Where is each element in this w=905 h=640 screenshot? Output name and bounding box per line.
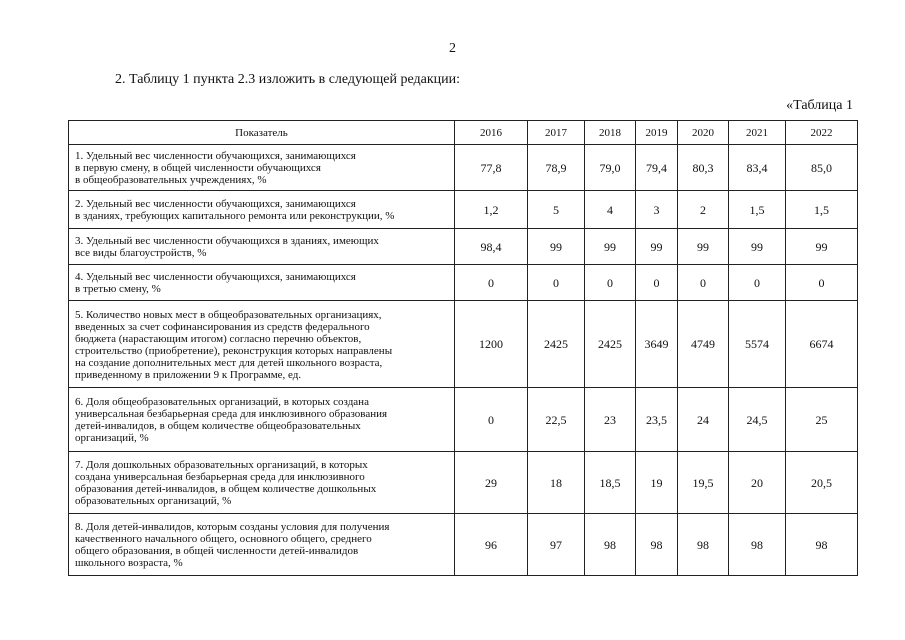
value-cell: 99 bbox=[678, 229, 729, 265]
value-cell: 24,5 bbox=[729, 388, 786, 452]
header-year: 2021 bbox=[729, 121, 786, 145]
indicator-line: общего образования, в общей численности детей-инвалидов bbox=[75, 545, 359, 557]
value-cell: 99 bbox=[786, 229, 858, 265]
indicator-line: в общеобразовательных учреждениях, % bbox=[75, 174, 267, 186]
indicator-line: организаций, % bbox=[75, 432, 149, 444]
header-year: 2019 bbox=[636, 121, 678, 145]
indicator-line: на создание дополнительных мест для детей школьного возраста, bbox=[75, 356, 383, 369]
value-cell: 3649 bbox=[636, 301, 678, 388]
value-cell: 99 bbox=[528, 229, 585, 265]
header-year: 2022 bbox=[786, 121, 858, 145]
value-cell: 18,5 bbox=[585, 452, 636, 514]
table-row bbox=[69, 265, 858, 301]
header-year: 2018 bbox=[585, 121, 636, 145]
indicator-line: школьного возраста, % bbox=[75, 557, 183, 569]
indicator-line: в зданиях, требующих капитального ремонта или реконструкции, % bbox=[75, 210, 395, 222]
indicator-line: 2. Удельный вес численности обучающихся, занимающихся bbox=[75, 198, 356, 210]
value-cell: 99 bbox=[636, 229, 678, 265]
value-cell: 77,8 bbox=[455, 145, 528, 191]
table-row bbox=[69, 388, 858, 452]
indicator-cell bbox=[69, 191, 455, 229]
indicator-cell bbox=[69, 145, 455, 191]
indicator-line: 1. Удельный вес численности обучающихся, занимающихся bbox=[75, 150, 356, 162]
header-year: 2016 bbox=[455, 121, 528, 145]
indicator-line: образования детей-инвалидов, в общем количестве дошкольных bbox=[75, 483, 377, 495]
value-cell: 99 bbox=[729, 229, 786, 265]
indicator-line: в первую смену, в общей численности обучающихся bbox=[75, 162, 321, 174]
value-cell: 98 bbox=[729, 514, 786, 576]
value-cell: 85,0 bbox=[786, 145, 858, 191]
value-cell: 2 bbox=[678, 191, 729, 229]
value-cell: 98 bbox=[678, 514, 729, 576]
value-cell: 1,5 bbox=[786, 191, 858, 229]
table-row bbox=[69, 191, 858, 229]
indicator-line: качественного начального общего, основного общего, среднего bbox=[75, 533, 372, 545]
value-cell: 29 bbox=[455, 452, 528, 514]
indicators-table bbox=[68, 120, 858, 576]
value-cell: 79,4 bbox=[636, 145, 678, 191]
value-cell: 0 bbox=[455, 388, 528, 452]
indicator-line: 5. Количество новых мест в общеобразовательных организациях, bbox=[75, 308, 382, 321]
indicator-cell bbox=[69, 514, 455, 576]
indicator-cell bbox=[69, 388, 455, 452]
value-cell: 23 bbox=[585, 388, 636, 452]
value-cell: 80,3 bbox=[678, 145, 729, 191]
indicator-cell bbox=[69, 452, 455, 514]
value-cell: 96 bbox=[455, 514, 528, 576]
value-cell: 18 bbox=[528, 452, 585, 514]
indicator-line: бюджета (нарастающим итогом) согласно перечню объектов, bbox=[75, 332, 362, 345]
value-cell: 0 bbox=[678, 265, 729, 301]
value-cell: 97 bbox=[528, 514, 585, 576]
value-cell: 83,4 bbox=[729, 145, 786, 191]
indicator-line: образовательных организаций, % bbox=[75, 495, 232, 507]
indicator-line: 8. Доля детей-инвалидов, которым созданы условия для получения bbox=[75, 521, 390, 533]
value-cell: 5574 bbox=[729, 301, 786, 388]
indicator-line: 6. Доля общеобразовательных организаций, в которых создана bbox=[75, 396, 369, 408]
value-cell: 99 bbox=[585, 229, 636, 265]
value-cell: 2425 bbox=[528, 301, 585, 388]
value-cell: 98 bbox=[636, 514, 678, 576]
indicator-cell bbox=[69, 301, 455, 388]
value-cell: 24 bbox=[678, 388, 729, 452]
intro-text: 2. Таблицу 1 пункта 2.3 изложить в следующей редакции: bbox=[115, 72, 461, 87]
value-cell: 79,0 bbox=[585, 145, 636, 191]
value-cell: 0 bbox=[528, 265, 585, 301]
value-cell: 78,9 bbox=[528, 145, 585, 191]
value-cell: 3 bbox=[636, 191, 678, 229]
indicator-line: 7. Доля дошкольных образовательных организаций, в которых bbox=[75, 459, 368, 471]
value-cell: 98,4 bbox=[455, 229, 528, 265]
table-header-row bbox=[69, 121, 858, 145]
value-cell: 0 bbox=[729, 265, 786, 301]
value-cell: 25 bbox=[786, 388, 858, 452]
value-cell: 0 bbox=[455, 265, 528, 301]
indicator-line: 4. Удельный вес численности обучающихся, занимающихся bbox=[75, 271, 356, 283]
value-cell: 4 bbox=[585, 191, 636, 229]
indicator-line: создана универсальная безбарьерная среда для инклюзивного bbox=[75, 471, 365, 483]
table-row bbox=[69, 229, 858, 265]
value-cell: 6674 bbox=[786, 301, 858, 388]
indicator-line: в третью смену, % bbox=[75, 283, 161, 295]
value-cell: 1,2 bbox=[455, 191, 528, 229]
value-cell: 5 bbox=[528, 191, 585, 229]
table-row bbox=[69, 145, 858, 191]
value-cell: 19,5 bbox=[678, 452, 729, 514]
indicator-line: введенных за счет софинансирования из средств федерального bbox=[75, 320, 370, 333]
value-cell: 1200 bbox=[455, 301, 528, 388]
table-row bbox=[69, 452, 858, 514]
value-cell: 23,5 bbox=[636, 388, 678, 452]
indicator-line: 3. Удельный вес численности обучающихся в зданиях, имеющих bbox=[75, 235, 379, 247]
page-number: 2 bbox=[449, 41, 456, 56]
header-year: 2017 bbox=[528, 121, 585, 145]
value-cell: 0 bbox=[585, 265, 636, 301]
value-cell: 20,5 bbox=[786, 452, 858, 514]
indicator-cell bbox=[69, 265, 455, 301]
value-cell: 20 bbox=[729, 452, 786, 514]
value-cell: 22,5 bbox=[528, 388, 585, 452]
table-row bbox=[69, 301, 858, 388]
table-caption: «Таблица 1 bbox=[786, 98, 853, 113]
indicator-cell bbox=[69, 229, 455, 265]
indicator-line: строительство (приобретение), реконструкция которых направлены bbox=[75, 344, 393, 357]
header-year: 2020 bbox=[678, 121, 729, 145]
indicator-line: приведенному в приложении 9 к Программе, ед. bbox=[75, 368, 302, 381]
value-cell: 98 bbox=[585, 514, 636, 576]
value-cell: 1,5 bbox=[729, 191, 786, 229]
indicator-line: все виды благоустройств, % bbox=[75, 247, 207, 259]
value-cell: 2425 bbox=[585, 301, 636, 388]
value-cell: 0 bbox=[786, 265, 858, 301]
value-cell: 19 bbox=[636, 452, 678, 514]
value-cell: 0 bbox=[636, 265, 678, 301]
header-indicator: Показатель bbox=[69, 121, 455, 145]
table-row bbox=[69, 514, 858, 576]
indicator-line: детей-инвалидов, в общем количестве общеобразовательных bbox=[75, 420, 361, 432]
indicator-line: универсальная безбарьерная среда для инклюзивного образования bbox=[75, 408, 388, 420]
value-cell: 98 bbox=[786, 514, 858, 576]
value-cell: 4749 bbox=[678, 301, 729, 388]
